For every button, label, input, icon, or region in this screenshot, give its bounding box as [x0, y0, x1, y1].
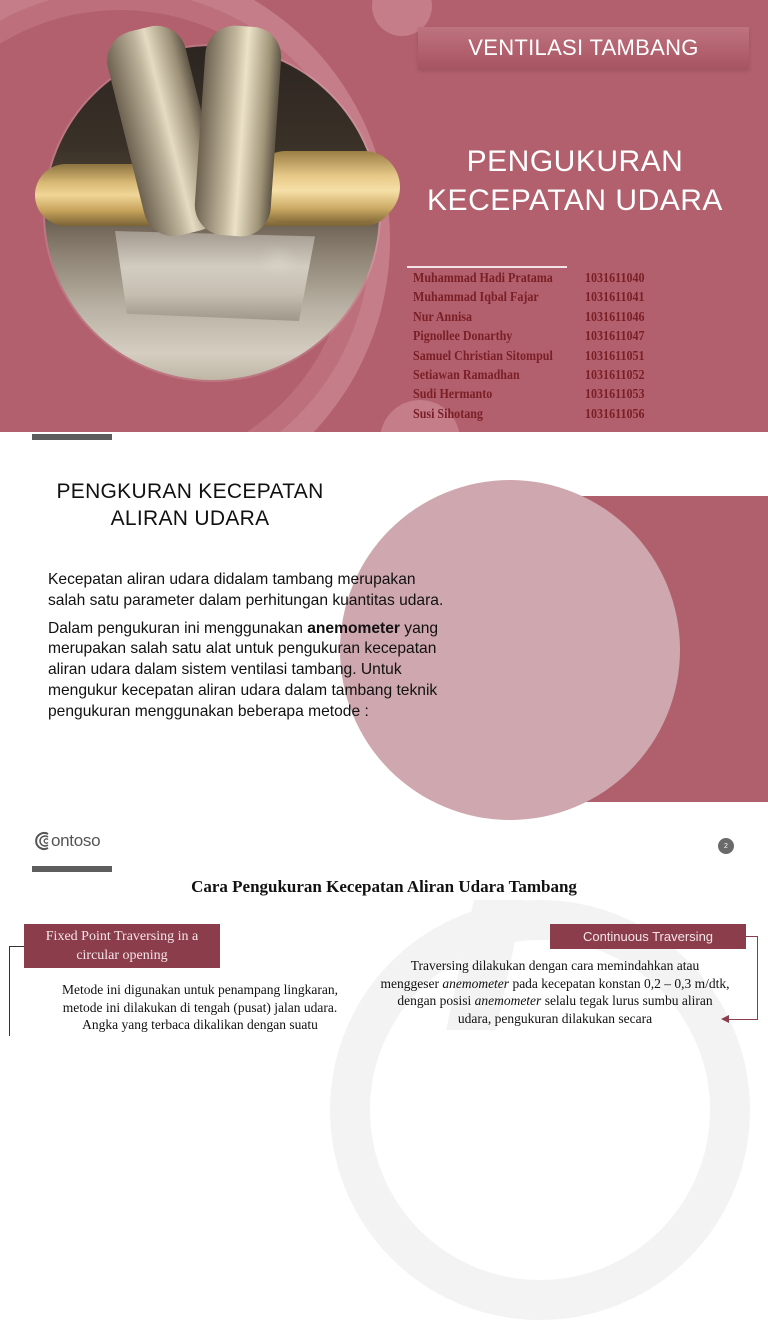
slide-measurement-methods	[0, 860, 768, 1032]
arrow-line	[729, 1019, 746, 1020]
paragraph-2-suffix: yang merupakan salah satu alat untuk pengukuran kecepatan aliran udara dalam sistem ventilasi tambang. Untuk mengukur kecepatan aliran udara dalam tambang teknik pengukuran menggunakan beberapa metode :	[48, 619, 439, 720]
text-line: Angka yang terbaca dikalikan dengan suatu	[82, 1017, 318, 1032]
paragraph-2-prefix: Dalam pengukuran ini menggunakan	[48, 619, 308, 637]
text-line: metode ini dilakukan di tengah (pusat) jalan udara.	[62, 999, 338, 1015]
keyword-anemometer: anemometer	[307, 619, 400, 637]
header-label: VENTILASI TAMBANG	[418, 27, 749, 69]
member-name: Muhammad Iqbal Fajar	[413, 290, 539, 306]
member-id: 1031611056	[585, 406, 645, 422]
section-heading	[30, 478, 350, 532]
connector-line	[9, 946, 24, 1036]
text-line: Metode ini digunakan untuk penampang lingkaran,	[62, 982, 338, 997]
member-row	[413, 308, 671, 327]
member-id: 1031611041	[585, 290, 645, 306]
member-row	[413, 385, 671, 404]
slide-title-heading	[400, 142, 750, 220]
decorative-panel	[495, 496, 768, 802]
method-description-continuous	[380, 957, 730, 1027]
paragraph-2	[48, 619, 448, 723]
title-line-1: PENGUKURAN	[466, 145, 684, 178]
slide-heading: Cara Pengukuran Kecepatan Aliran Udara Tambang	[191, 877, 577, 896]
member-row	[413, 269, 671, 288]
italic-term: anemometer	[442, 975, 510, 991]
member-id: 1031611040	[585, 271, 645, 286]
accent-bar	[32, 866, 112, 872]
member-name: Samuel Christian Sitompul	[413, 348, 553, 364]
member-id: 1031611046	[585, 309, 645, 325]
method-description-fixed-point	[30, 981, 370, 1034]
member-row	[413, 366, 671, 385]
title-line-2: KECEPATAN UDARA	[427, 184, 723, 217]
member-name: Susi Sihotang	[413, 406, 483, 422]
heading-line-1: PENGKURAN KECEPATAN	[56, 480, 324, 503]
mine-tunnel-photo	[45, 46, 379, 380]
body-text	[48, 570, 448, 730]
member-name: Pignollee Donarthy	[413, 329, 513, 345]
member-row	[413, 405, 671, 424]
slide-title	[0, 0, 768, 432]
method-label-fixed-point: Fixed Point Traversing in a circular opening	[24, 924, 220, 968]
text-segment: Traversing dilakukan dengan cara memindahkan atau menggeser	[380, 958, 700, 991]
member-name: Nur Annisa	[413, 309, 473, 325]
paragraph-1: Kecepatan aliran udara didalam tambang merupakan salah satu parameter dalam perhitungan kuantitas udara.	[48, 571, 444, 609]
slide-anemometer	[0, 432, 768, 860]
rock-wall	[115, 231, 315, 321]
contoso-logo-icon	[33, 830, 55, 852]
member-name: Setiawan Ramadhan	[413, 368, 520, 384]
member-row	[413, 347, 671, 366]
member-id: 1031611051	[585, 348, 645, 364]
ventilation-duct	[193, 24, 283, 239]
method-label-continuous: Continuous Traversing	[550, 924, 746, 949]
contoso-logo	[33, 830, 100, 852]
text-segment: selalu tegak lurus sumbu aliran udara, pengukuran dilakukan secara	[457, 993, 713, 1026]
member-list	[413, 269, 671, 424]
member-id: 1031611052	[585, 368, 645, 384]
text-segment: pada kecepatan konstan 0,2 – 0,3 m/dtk, dengan posisi	[397, 975, 730, 1008]
member-id: 1031611047	[585, 329, 645, 345]
divider	[407, 266, 567, 268]
member-name: Muhammad Hadi Pratama	[413, 271, 553, 286]
connector-line	[746, 936, 758, 1020]
member-name: Sudi Hermanto	[413, 387, 493, 403]
member-id: 1031611053	[585, 387, 645, 403]
page-number-badge: 2	[718, 838, 734, 854]
heading-line-2: ALIRAN UDARA	[110, 507, 270, 530]
accent-bar	[32, 434, 112, 440]
logo-text: ontoso	[51, 831, 101, 850]
member-row	[413, 327, 671, 346]
italic-term: anemometer	[474, 993, 542, 1008]
member-row	[413, 288, 671, 307]
